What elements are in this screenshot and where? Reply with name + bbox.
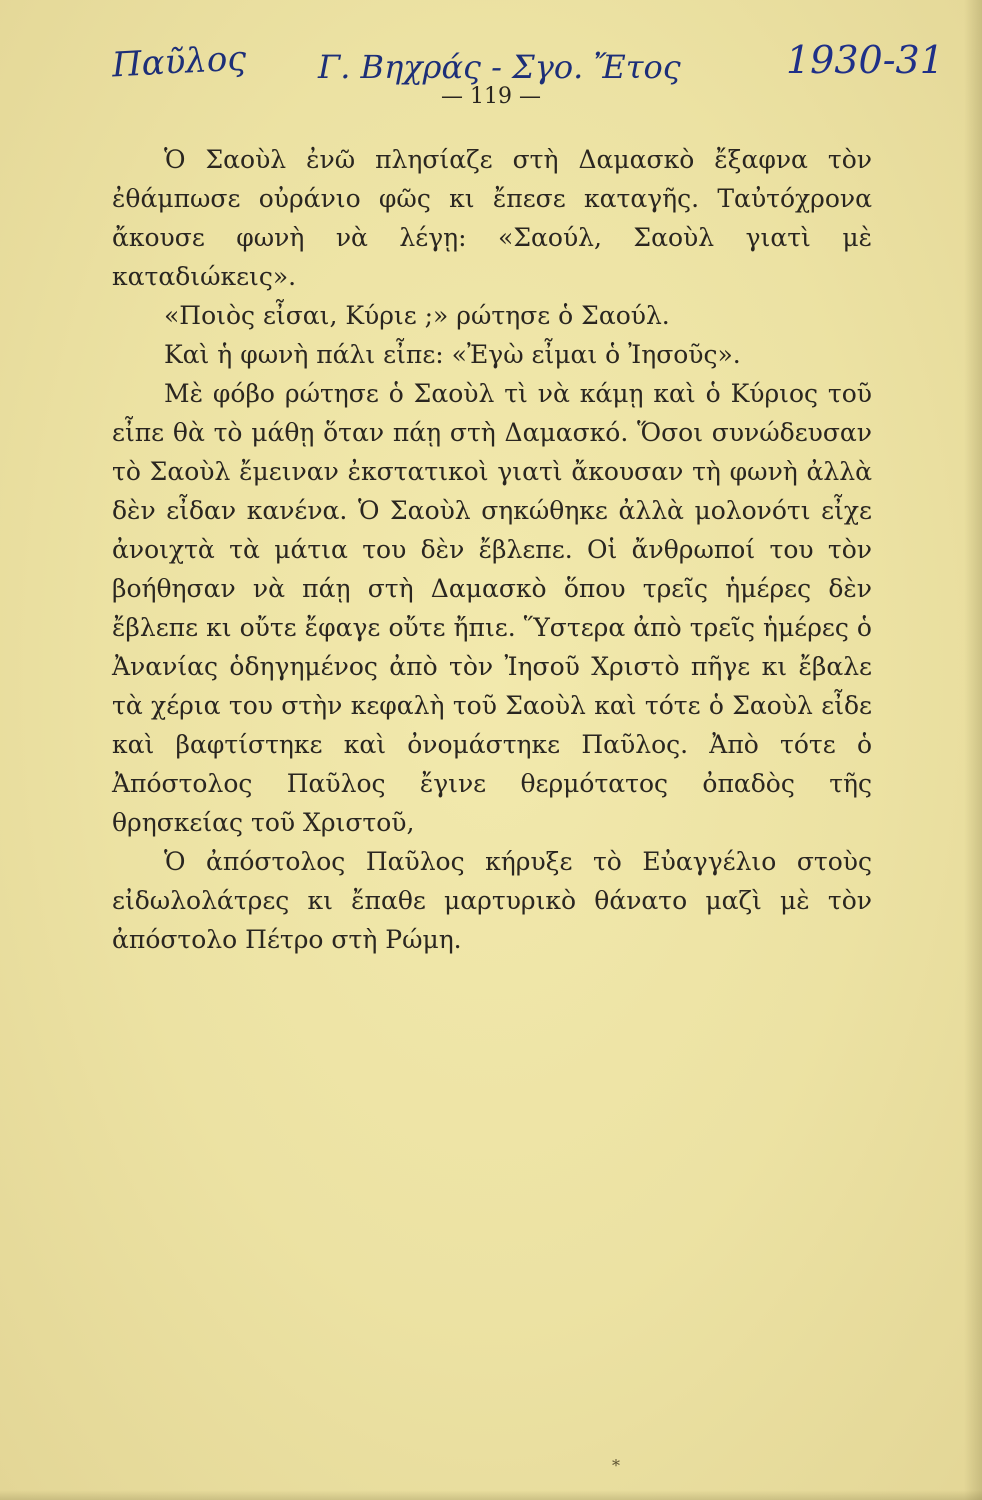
paragraph: Ὁ ἀπόστολος Παῦλος κήρυξε τὸ Εὐαγγέλιο στοὺς εἰδωλολάτρες κι ἔπαθε μαρτυρικὸ θάνατο μαζὶ μὲ τὸν ἀπόστολο Πέτρο στὴ Ρώμη. bbox=[112, 847, 872, 954]
handwritten-author: Γ. Βηχράς - Σγο. Ἔτος bbox=[318, 48, 681, 86]
page-bottom-shadow bbox=[0, 1490, 982, 1500]
paragraph: Μὲ φόβο ρώτησε ὁ Σαοὺλ τὶ νὰ κάμῃ καὶ ὁ Κύριος τοῦ εἶπε θὰ τὸ μάθῃ ὅταν πάῃ στὴ Δαμασκό. Ὅσοι συνώδευσαν τὸ Σαοὺλ ἔμειναν ἐκστατικοὶ γιατὶ ἄκουσαν τὴ φωνὴ ἀλλὰ δὲν εἶδαν κανένα. Ὁ Σαοὺλ σηκώθηκε ἀλλὰ μολονότι εἶχε ἀνοιχτὰ τὰ μάτια του δὲν ἔβλεπε. Οἱ ἄνθρωποί του τὸν βοήθησαν νὰ πάῃ στὴ Δαμασκὸ ὅπου τρεῖς ἡμέρες δὲν ἔβλεπε κι οὔτε ἔφαγε οὔτε ἤπιε. Ὕστερα ἀπὸ τρεῖς ἡμέρες ὁ Ἀνανίας ὁδηγημένος ἀπὸ τὸν Ἰησοῦ Χριστὸ πῆγε κι ἔβαλε τὰ χέρια του στὴν κεφαλὴ τοῦ Σαοὺλ καὶ τότε ὁ Σαοὺλ εἶδε καὶ βαφτίστηκε καὶ ὀνομάστηκε Παῦλος. Ἀπὸ τότε ὁ Ἀπόστολος Παῦλος ἔγινε θερμότατος ὀπαδὸς τῆς θρησκείας τοῦ Χριστοῦ, bbox=[112, 379, 872, 837]
body-text bbox=[112, 140, 872, 959]
paragraph: «Ποιὸς εἶσαι, Κύριε ;» ρώτησε ὁ Σαούλ. bbox=[164, 301, 670, 330]
page-edge-shadow bbox=[964, 0, 982, 1500]
page-number: — 119 — bbox=[441, 84, 541, 109]
handwritten-name: Παῦλος bbox=[111, 38, 248, 86]
paragraph: Ὁ Σαοὺλ ἐνῶ πλησίαζε στὴ Δαμασκὸ ἔξαφνα τὸν ἐθάμπωσε οὐράνιο φῶς κι ἔπεσε καταγῆς. Ταὐτόχρονα ἄκουσε φωνὴ νὰ λέγῃ: «Σαούλ, Σαοὺλ γιατὶ μὲ καταδιώκεις». bbox=[112, 145, 872, 291]
handwritten-year: 1930-31 bbox=[786, 38, 944, 82]
footer-mark: * bbox=[612, 1456, 620, 1475]
paragraph: Καὶ ἡ φωνὴ πάλι εἶπε: «Ἐγὼ εἶμαι ὁ Ἰησοῦς». bbox=[164, 340, 741, 369]
